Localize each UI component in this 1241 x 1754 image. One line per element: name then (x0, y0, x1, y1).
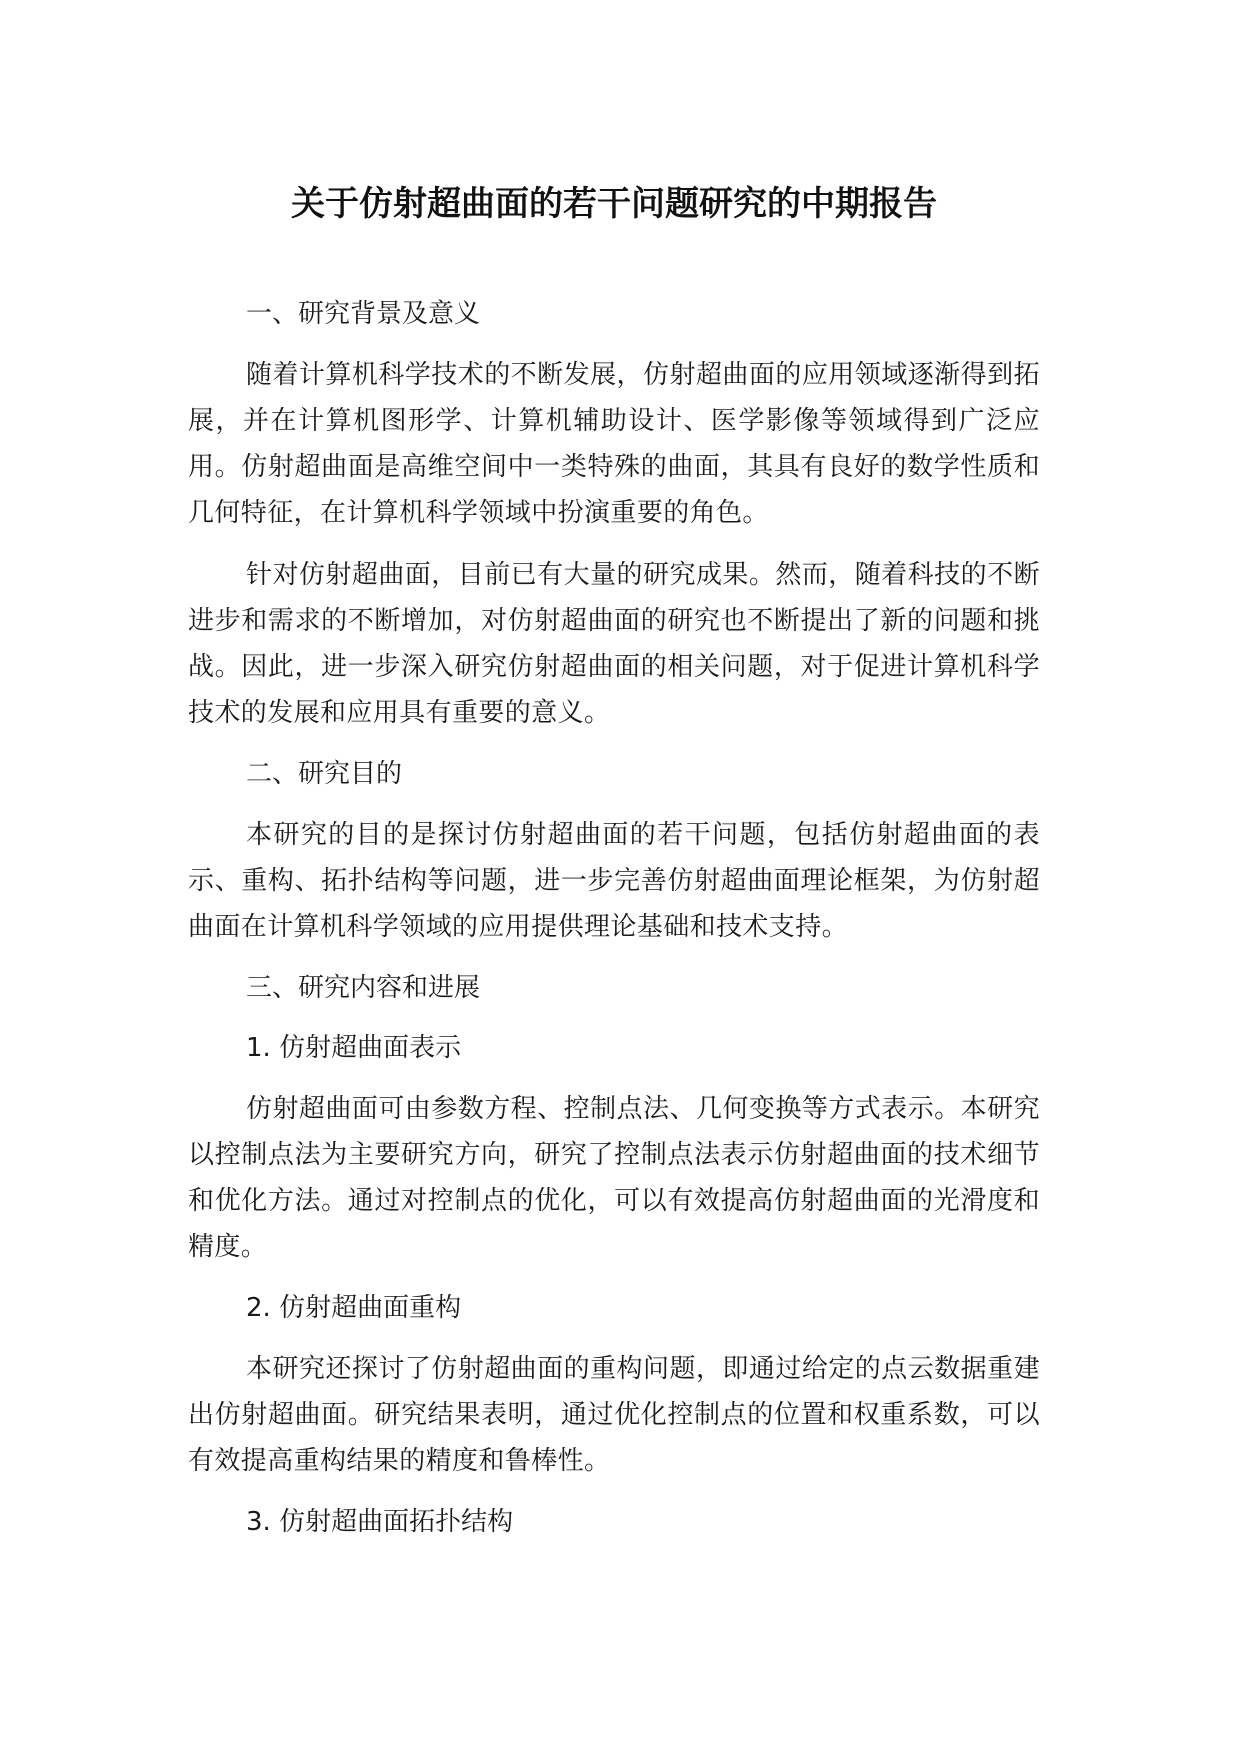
paragraph-background-1: 随着计算机科学技术的不断发展，仿射超曲面的应用领域逐渐得到拓展，并在计算机图形学、计算机辅助设计、医学影像等领域得到广泛应用。仿射超曲面是高维空间中一类特殊的曲面，其具有良好的数学性质和几何特征，在计算机科学领域中扮演重要的角色。 (188, 360, 1040, 528)
paragraph-representation: 仿射超曲面可由参数方程、控制点法、几何变换等方式表示。本研究以控制点法为主要研究方向，研究了控制点法表示仿射超曲面的技术细节和优化方法。通过对控制点的优化，可以有效提高仿射超曲面的光滑度和精度。 (188, 1094, 1040, 1262)
paragraph-background-2: 针对仿射超曲面，目前已有大量的研究成果。然而，随着科技的不断进步和需求的不断增加，对仿射超曲面的研究也不断提出了新的问题和挑战。因此，进一步深入研究仿射超曲面的相关问题，对于促进计算机科学技术的发展和应用具有重要的意义。 (188, 560, 1040, 728)
paragraph-purpose: 本研究的目的是探讨仿射超曲面的若干问题，包括仿射超曲面的表示、重构、拓扑结构等问题，进一步完善仿射超曲面理论框架，为仿射超曲面在计算机科学领域的应用提供理论基础和技术支持。 (188, 820, 1040, 942)
section-heading-purpose: 二、研究目的 (246, 759, 403, 789)
section-heading-background: 一、研究背景及意义 (246, 299, 481, 329)
subheading-representation: 1. 仿射超曲面表示 (246, 1033, 462, 1063)
section-heading-content-progress: 三、研究内容和进展 (246, 973, 481, 1003)
document-body (188, 180, 1040, 1544)
document-title: 关于仿射超曲面的若干问题研究的中期报告 (291, 184, 937, 224)
subheading-reconstruction: 2. 仿射超曲面重构 (246, 1293, 462, 1323)
paragraph-reconstruction: 本研究还探讨了仿射超曲面的重构问题，即通过给定的点云数据重建出仿射超曲面。研究结果表明，通过优化控制点的位置和权重系数，可以有效提高重构结果的精度和鲁棒性。 (188, 1354, 1040, 1476)
subheading-topology: 3. 仿射超曲面拓扑结构 (246, 1507, 514, 1537)
